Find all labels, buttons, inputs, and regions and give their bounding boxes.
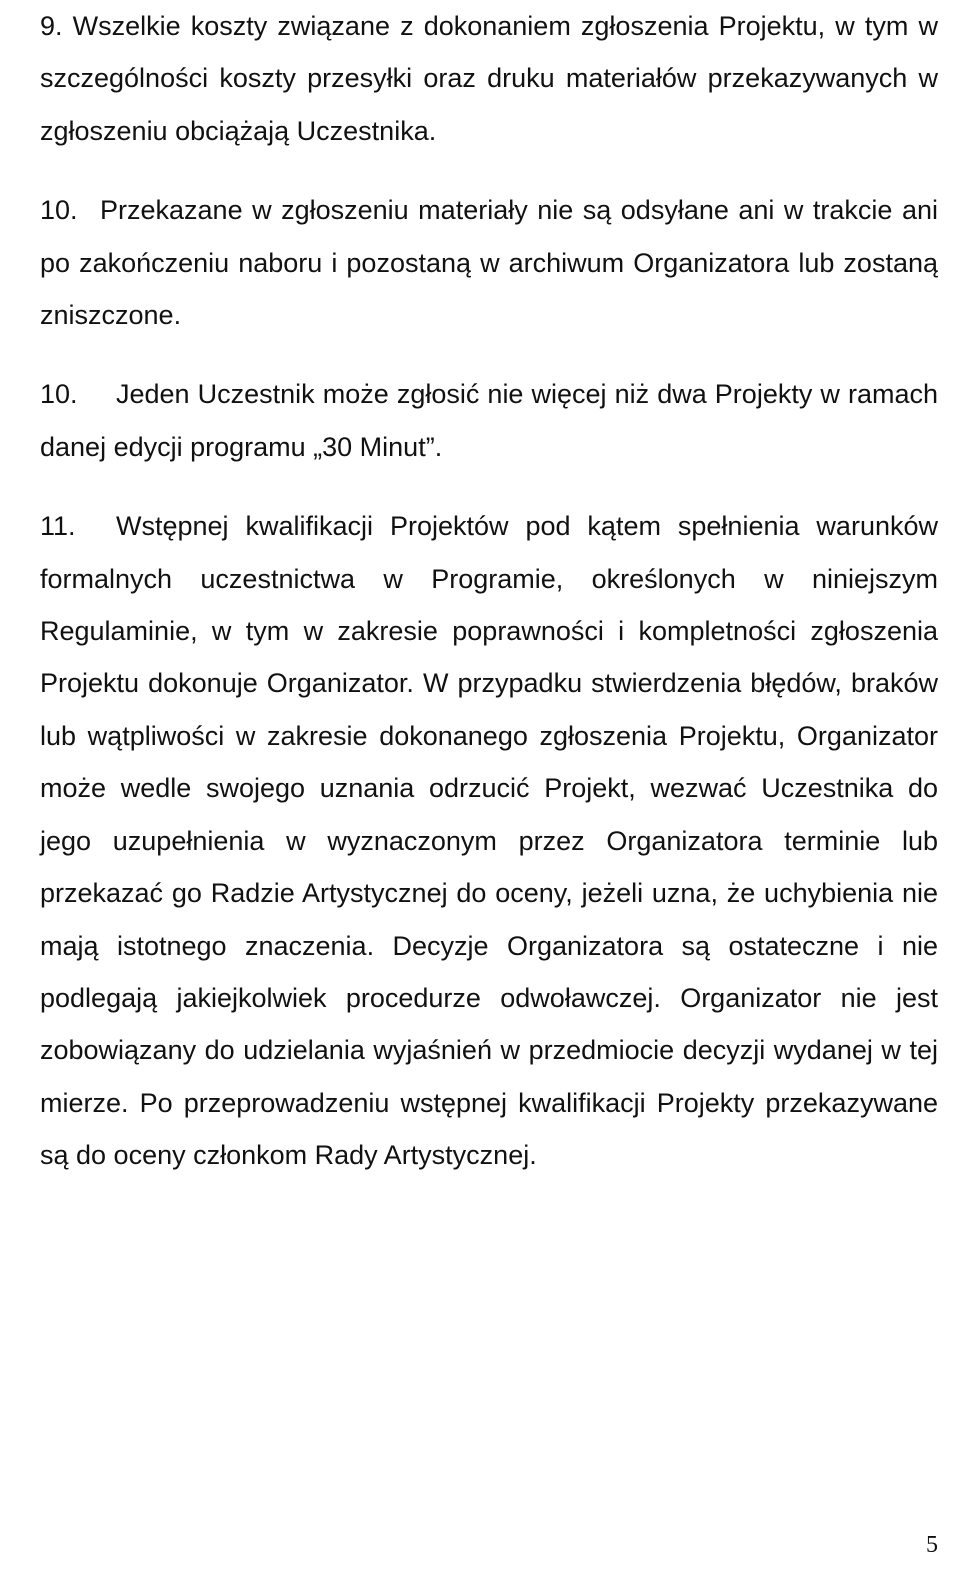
- paragraph-number: 10.: [40, 195, 78, 226]
- paragraph-11: [40, 500, 938, 1181]
- document-page: [40, 0, 938, 1182]
- paragraph-9: [40, 0, 938, 157]
- paragraph-text: Wstępnej kwalifikacji Projektów pod kątem spełnienia warunków formalnych uczestnictwa w Programie, określonych w niniejszym Regulaminie, w tym w zakresie poprawności i kompletności zgłoszenia Projektu dokonuje Organizator. W przypadku stwierdzenia błędów, braków lub wątpliwości w zakresie dokonanego zgłoszenia Projektu, Organizator może wedle swojego uznania odrzucić Projekt, wezwać Uczestnika do jego uzupełnienia w wyznaczonym przez Organizatora terminie lub przekazać go Radzie Artystycznej do oceny, jeżeli uzna, że uchybienia nie mają istotnego znaczenia. Decyzje Organizatora są ostateczne i nie podlegają jakiejkolwiek procedurze odwoławczej. Organizator nie jest zobowiązany do udzielania wyjaśnień w przedmiocie decyzji wydanej w tej mierze. Po przeprowadzeniu wstępnej kwalifikacji Projekty przekazywane są do oceny członkom Rady Artystycznej.: [40, 511, 938, 1171]
- page-number: 5: [926, 1532, 938, 1558]
- paragraph-number: 9.: [40, 11, 63, 41]
- paragraph-text: Wszelkie koszty związane z dokonaniem zgłoszenia Projektu, w tym w szczególności koszty przesyłki oraz druku materiałów przekazywanych w zgłoszeniu obciążają Uczestnika.: [40, 11, 938, 146]
- paragraph-10a: [40, 184, 938, 341]
- paragraph-10b: [40, 368, 938, 473]
- paragraph-text: Przekazane w zgłoszeniu materiały nie są odsyłane ani w trakcie ani po zakończeniu naboru i pozostaną w archiwum Organizatora lub zostaną zniszczone.: [40, 195, 938, 331]
- paragraph-text: Jeden Uczestnik może zgłosić nie więcej niż dwa Projekty w ramach danej edycji programu „30 Minut”.: [40, 379, 938, 462]
- paragraph-number: 10.: [40, 379, 78, 410]
- paragraph-number: 11.: [40, 511, 76, 542]
